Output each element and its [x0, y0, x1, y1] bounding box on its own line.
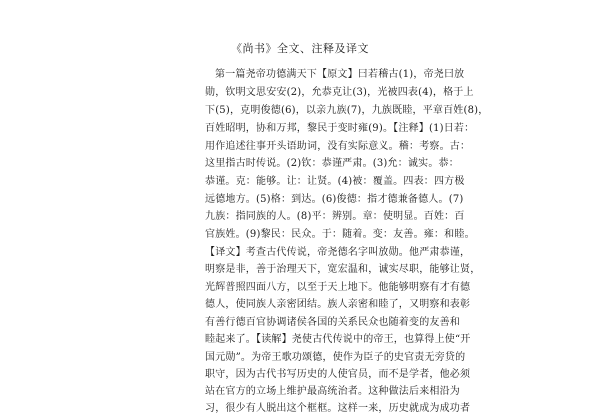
text-line: 睦起来了。【读解】尧使古代传说中的帝王，也算得上使“开 — [205, 334, 471, 345]
text-line: 光辉普照四面八方，以至于天上地下。他能够明察有才有德 — [205, 282, 471, 293]
text-line: 站在官方的立场上维护最高统治者。这种做法后来相沿为 — [205, 386, 460, 397]
text-line: 恭谨。克：能够。让：让贤。(4)被：覆盖。四表：四方极 — [205, 176, 465, 187]
text-line: 有善行德百官协调诸侯各国的关系民众也随着变的友善和 — [205, 317, 460, 328]
text-line: 习，很少有人脱出这个框框。这样一来，历史就成为成功者 — [205, 403, 471, 414]
text-line: 下(5)，克明俊德(6)，以亲九族(7)，九族既睦，平章百姓(8)， — [205, 105, 489, 116]
text-line: 第一篇尧帝功德满天下【原文】曰若稽古(1)，帝尧曰放 — [215, 69, 465, 80]
text-line: 勋，钦明文思安安(2)，允恭克让(3)，光被四表(4)，格于上 — [205, 87, 474, 98]
document-title: 《尚书》全文、注释及译文 — [231, 42, 369, 55]
text-line: 国元勋”。为帝王歌功颂德，使作为臣子的史官责无旁贷的 — [205, 352, 466, 363]
text-line: 百姓昭明，协和万邦，黎民于变时雍(9)。【注释】(1)日若： — [205, 123, 475, 134]
text-line: 用作追述往事开头语助词，没有实际意义。稽：考察。古： — [205, 141, 471, 152]
text-line: 九族：指同族的人。(8)平：辨别。章：使明显。百姓：百 — [205, 211, 465, 222]
text-line: 远德地方。(5)格：到达。(6)俊德：指才德兼备德人。(7) — [205, 194, 464, 205]
text-line: 【译文】考查古代传说，帝尧德名字叫放勋。他严肃恭谨， — [205, 247, 471, 258]
text-line: 德人，使同族人亲密团结。族人亲密和睦了，又明察和表彰 — [205, 299, 471, 310]
text-line: 这里指古时传说。(2)钦：恭谨严肃。(3)允：诚实。恭： — [205, 158, 459, 169]
text-line: 明察是非，善于治理天下，宽宏温和，诚实尽职，能够让贤， — [205, 264, 481, 275]
text-line: 官族姓。(9)黎民：民众。于：随着。变：友善。雍：和睦。 — [205, 229, 475, 240]
text-line: 职守，因为古代书写历史的人使官员，而不是学者，他必须 — [205, 369, 471, 380]
